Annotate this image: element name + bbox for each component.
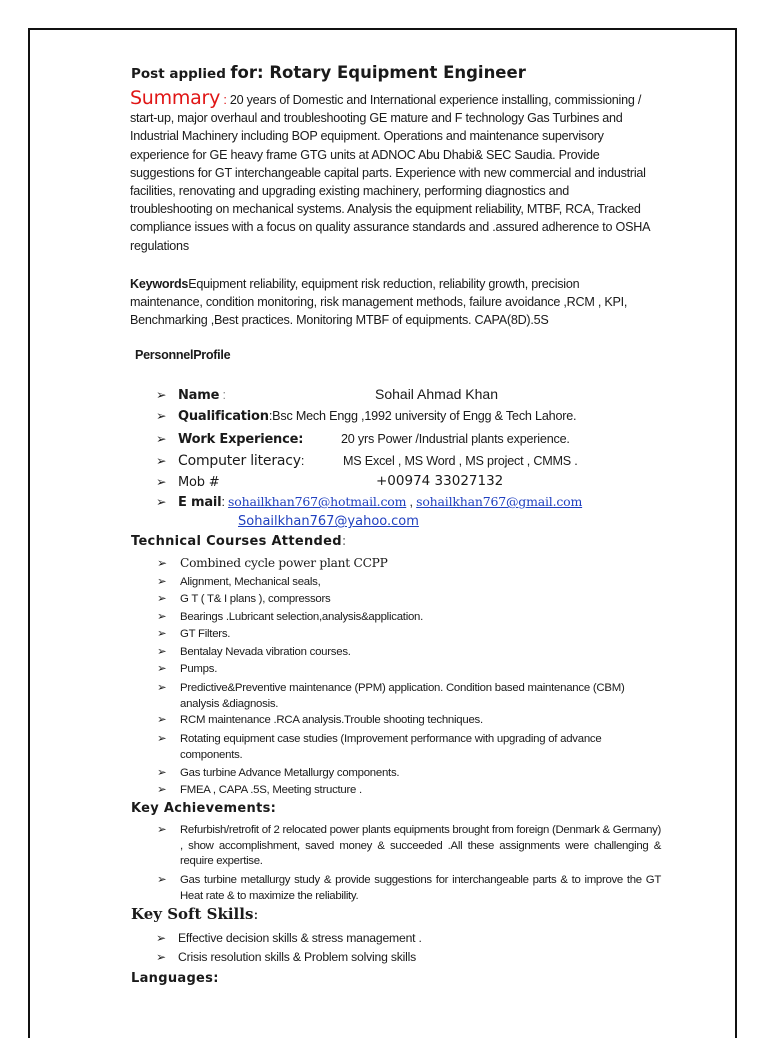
profile-email-row <box>156 494 582 510</box>
email-link-hotmail[interactable]: sohailkhan767@hotmail.com <box>228 494 407 509</box>
arrow-bullet-icon: ➢ <box>156 454 167 468</box>
arrow-bullet-icon: ➢ <box>157 874 167 886</box>
post-title: for: Rotary Equipment Engineer <box>230 63 526 82</box>
languages-heading: Languages: <box>131 971 219 986</box>
soft-skill-item: ➢ Crisis resolution skills & Problem solving skills <box>156 950 417 964</box>
post-applied-label: Post applied <box>131 66 226 82</box>
course-item: ➢ GT Filters. <box>157 627 230 643</box>
soft-skills-heading <box>131 905 258 923</box>
arrow-bullet-icon: ➢ <box>157 576 167 588</box>
arrow-bullet-icon: ➢ <box>156 432 167 446</box>
keywords-text: Equipment reliability, equipment risk reduction, reliability growth, precision maintenance, condition monitoring, risk management methods, failure avoidance ,RCM , KPI, Benchmarking ,Best practices. Monitoring MTBF of equipments. CAPA(8D).5S <box>130 277 628 328</box>
computer-literacy-value: MS Excel , MS Word , MS project , CMMS . <box>343 454 578 468</box>
email-label: E mail <box>178 495 222 510</box>
course-item: ➢ Alignment, Mechanical seals, <box>157 575 321 591</box>
email-link-gmail[interactable]: sohailkhan767@gmail.com <box>416 494 583 509</box>
arrow-bullet-icon: ➢ <box>157 733 167 745</box>
arrow-bullet-icon: ➢ <box>157 556 167 570</box>
profile-work-row <box>156 431 303 447</box>
course-item: ➢ Combined cycle power plant CCPP <box>157 556 388 570</box>
profile-computer-row <box>156 453 304 469</box>
arrow-bullet-icon: ➢ <box>157 824 167 836</box>
arrow-bullet-icon: ➢ <box>156 388 167 402</box>
arrow-bullet-icon: ➢ <box>157 646 167 658</box>
courses-heading-colon: : <box>341 534 347 549</box>
arrow-bullet-icon: ➢ <box>157 682 167 694</box>
summary-text: 20 years of Domestic and International experience installing, commissioning / start-up, major overhaul and troubleshooting GE mature and F technology Gas Turbines and Industrial Machinery including BOP equipment. Operations and maintenance supervisory experience for GE heavy frame GTG units at ADNOC Abu Dhabi& SEC Saudia. Provide suggestions for GT interchangeable capital parts. Experience with new commercial and industrial facilities, renovating and upgrading existing machinery, performing diagnostics and troubleshooting on mechanical systems. Analysis the equipment reliability, MTBF, RCA, Tracked compliance issues with a focus on quality assurance standards and .assured adherence to OSHA regulations <box>130 93 650 253</box>
name-separator: : <box>219 388 226 402</box>
course-item: ➢ FMEA , CAPA .5S, Meeting structure . <box>157 783 362 799</box>
keywords-heading: Keywords <box>130 277 189 291</box>
computer-literacy-colon: : <box>300 454 305 468</box>
arrow-bullet-icon: ➢ <box>157 714 167 726</box>
arrow-bullet-icon: ➢ <box>156 495 167 509</box>
arrow-bullet-icon: ➢ <box>156 931 167 945</box>
course-item: ➢ RCM maintenance .RCA analysis.Trouble shooting techniques. <box>157 713 483 729</box>
profile-name-row <box>156 387 226 403</box>
arrow-bullet-icon: ➢ <box>157 784 167 796</box>
course-item: ➢ Pumps. <box>157 662 217 678</box>
keywords-section <box>130 275 650 330</box>
name-label: Name <box>178 388 220 403</box>
course-item: ➢ Predictive&Preventive maintenance (PPM) application. Condition based maintenance (CBM) analysis &diagnosis. <box>157 682 625 710</box>
mobile-value: +00974 33027132 <box>376 473 504 489</box>
summary-heading: Summary <box>130 87 221 109</box>
course-item: ➢ Gas turbine Advance Metallurgy components. <box>157 766 399 782</box>
personnel-profile-heading: PersonnelProfile <box>135 348 231 362</box>
course-item: ➢ Bearings .Lubricant selection,analysis&application. <box>157 610 423 626</box>
email-comma: , <box>406 495 417 509</box>
arrow-bullet-icon: ➢ <box>157 663 167 675</box>
work-experience-value: 20 yrs Power /Industrial plants experience. <box>341 432 570 446</box>
email-link-yahoo[interactable]: Sohailkhan767@yahoo.com <box>238 514 419 529</box>
courses-heading <box>131 534 347 549</box>
arrow-bullet-icon: ➢ <box>157 767 167 779</box>
arrow-bullet-icon: ➢ <box>157 593 167 605</box>
course-item: ➢ Rotating equipment case studies (Improvement performance with upgrading of advance components. <box>157 733 602 761</box>
achievement-item: ➢ Refurbish/retrofit of 2 relocated power plants equipments brought from foreign (Denmark & Germany) , show accomplishment, saved money & succeeded .All these assignments were challenging & require expertise. <box>157 824 661 867</box>
arrow-bullet-icon: ➢ <box>156 409 167 423</box>
achievement-item: ➢ Gas turbine metallurgy study & provide suggestions for interchangeable parts & to improve the GT Heat rate & to maximize the reliability. <box>157 874 661 902</box>
mobile-label: Mob # <box>178 475 220 490</box>
soft-skills-heading-text: Key Soft Skills <box>131 905 254 923</box>
qualification-label: Qualification <box>178 409 269 424</box>
soft-skill-item: ➢ Effective decision skills & stress management . <box>156 931 422 945</box>
work-experience-label: Work Experience: <box>178 432 304 447</box>
arrow-bullet-icon: ➢ <box>156 475 167 489</box>
achievements-heading: Key Achievements: <box>131 801 277 816</box>
arrow-bullet-icon: ➢ <box>157 611 167 623</box>
course-item: ➢ G T ( T& I plans ), compressors <box>157 592 331 608</box>
qualification-value: :Bsc Mech Engg ,1992 university of Engg & Tech Lahore. <box>268 409 577 423</box>
computer-literacy-label: Computer literacy <box>178 453 301 469</box>
arrow-bullet-icon: ➢ <box>156 950 167 964</box>
profile-mobile-row <box>156 474 219 490</box>
summary-separator: : <box>220 93 230 107</box>
courses-heading-text: Technical Courses Attended <box>131 534 342 549</box>
email-colon: : <box>221 495 229 509</box>
summary-section <box>130 89 650 255</box>
arrow-bullet-icon: ➢ <box>157 628 167 640</box>
profile-qualification-row <box>156 408 576 424</box>
soft-skills-heading-colon: : <box>253 905 259 923</box>
course-item: ➢ Bentalay Nevada vibration courses. <box>157 645 351 661</box>
name-value: Sohail Ahmad Khan <box>375 386 498 402</box>
post-applied-heading <box>131 63 526 83</box>
